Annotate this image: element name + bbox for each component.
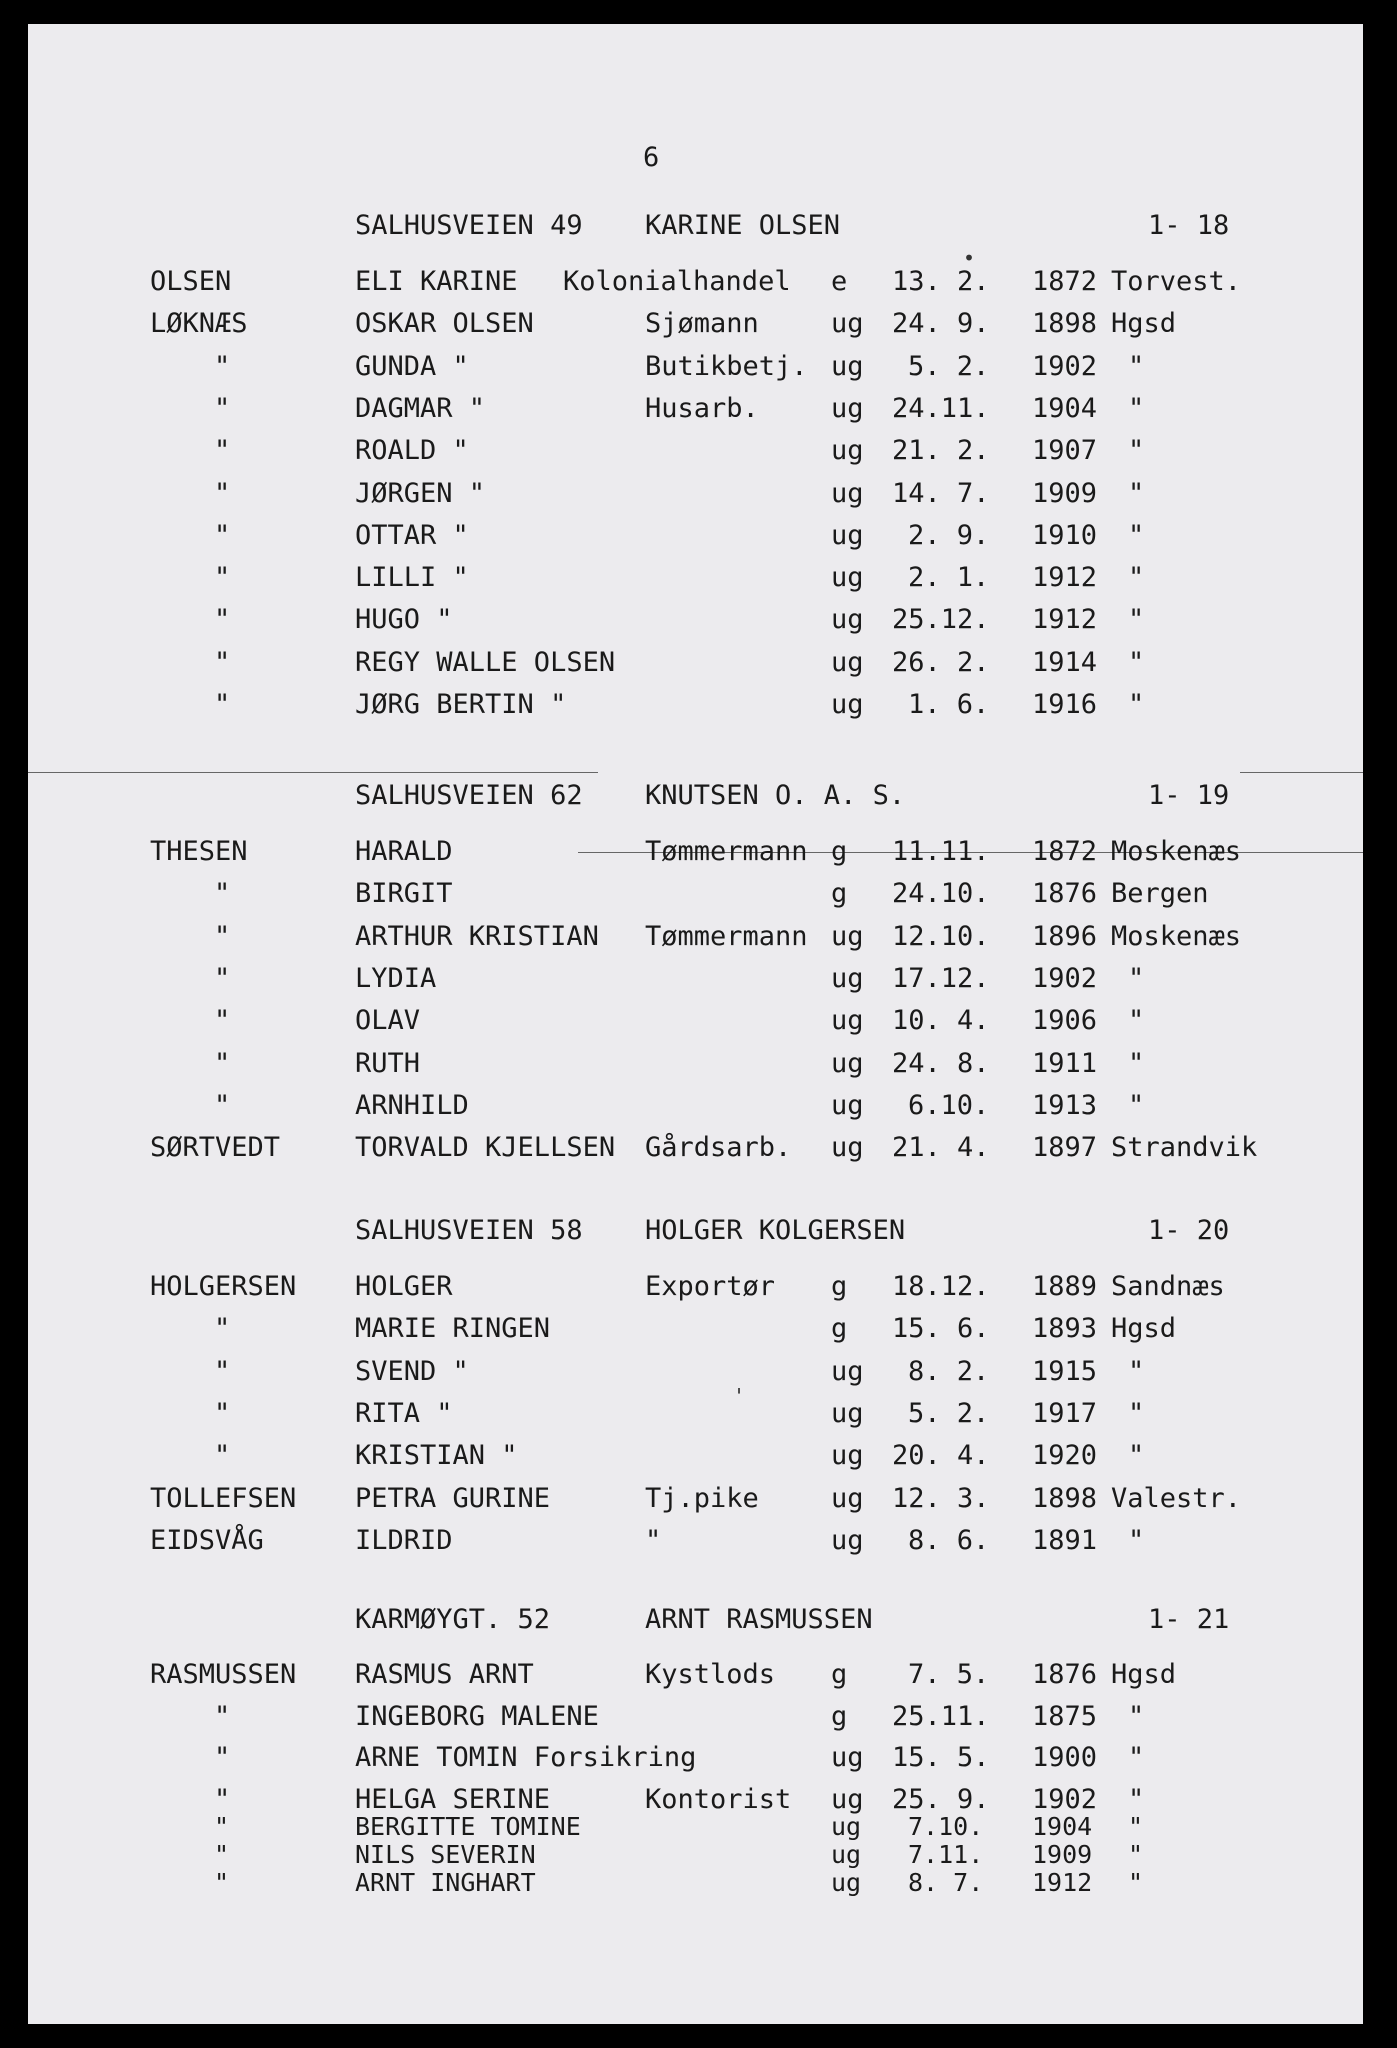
entry-birth-date: 25. 9. bbox=[892, 1784, 990, 1815]
entry-given-name: OSKAR OLSEN bbox=[355, 308, 534, 340]
entry-birth-year: 1909 bbox=[1032, 1840, 1093, 1869]
entry-marital-status: ug bbox=[831, 1047, 864, 1079]
entry-surname: " bbox=[214, 1397, 231, 1429]
entry-marital-status: ug bbox=[831, 1812, 862, 1841]
entry-birthplace: Sandnæs bbox=[1111, 1271, 1225, 1302]
entry-surname: " bbox=[214, 878, 231, 910]
entry-birth-date: 10. 4. bbox=[892, 1005, 990, 1037]
entry-marital-status: ug bbox=[831, 1089, 864, 1121]
entry-marital-status: ug bbox=[831, 962, 864, 994]
entry-surname: TOLLEFSEN bbox=[150, 1482, 297, 1514]
entry-given-name: ELI KARINE bbox=[355, 266, 518, 297]
entry-birth-date: 21. 4. bbox=[892, 1132, 990, 1164]
entry-marital-status: ug bbox=[831, 1784, 864, 1815]
entry-birth-date: 6.10. bbox=[908, 1089, 990, 1121]
entry-birth-year: 1872 bbox=[1032, 266, 1098, 297]
entry-birth-date: 7.10. bbox=[908, 1812, 984, 1841]
entry-birthplace: Hgsd bbox=[1111, 1313, 1177, 1345]
entry-birthplace: " bbox=[1128, 1355, 1145, 1387]
entry-birthplace: " bbox=[1128, 1524, 1145, 1556]
entry-birthplace: Moskenæs bbox=[1111, 920, 1242, 952]
entry-birthplace: " bbox=[1128, 1440, 1145, 1472]
entry-surname: HOLGERSEN bbox=[150, 1271, 297, 1302]
entry-surname: " bbox=[214, 1313, 231, 1345]
entry-given-name: HARALD bbox=[355, 836, 453, 867]
entry-given-name: OLAV bbox=[355, 1005, 421, 1037]
entry-birthplace: " bbox=[1128, 562, 1145, 594]
entry-birth-date: 7. 5. bbox=[908, 1659, 990, 1690]
entry-occupation: Kystlods bbox=[645, 1659, 776, 1690]
entry-marital-status: ug bbox=[831, 646, 864, 678]
entry-birthplace: " bbox=[1128, 1047, 1145, 1079]
section-code: 1- 19 bbox=[1148, 780, 1230, 811]
stray-mark: • bbox=[963, 246, 976, 270]
entry-marital-status: g bbox=[831, 1313, 848, 1345]
entry-birth-date: 7.11. bbox=[908, 1840, 984, 1869]
section-address: SALHUSVEIEN 58 bbox=[355, 1215, 583, 1246]
entry-marital-status: g bbox=[831, 1659, 848, 1690]
entry-birth-year: 1898 bbox=[1032, 1482, 1098, 1514]
entry-birth-date: 12.10. bbox=[892, 920, 990, 952]
entry-birth-date: 1. 6. bbox=[908, 689, 990, 720]
entry-given-name: KRISTIAN " bbox=[355, 1440, 518, 1472]
entry-given-name: RITA " bbox=[355, 1397, 453, 1429]
entry-given-name: GUNDA " bbox=[355, 350, 469, 382]
entry-surname: THESEN bbox=[150, 836, 248, 867]
entry-birth-date: 26. 2. bbox=[892, 646, 990, 678]
section-code: 1- 21 bbox=[1148, 1604, 1230, 1635]
section-address: SALHUSVEIEN 49 bbox=[355, 210, 583, 241]
entry-birth-date: 13. 2. bbox=[892, 266, 990, 297]
entry-marital-status: ug bbox=[831, 1355, 864, 1387]
entry-given-name: ARNHILD bbox=[355, 1089, 469, 1121]
entry-birthplace: " bbox=[1128, 477, 1145, 509]
entry-birthplace: " bbox=[1128, 1868, 1144, 1897]
entry-surname: OLSEN bbox=[150, 266, 232, 297]
entry-birth-date: 2. 1. bbox=[908, 562, 990, 594]
entry-birth-year: 1917 bbox=[1032, 1397, 1098, 1429]
entry-birth-date: 24.10. bbox=[892, 878, 990, 910]
entry-birth-year: 1910 bbox=[1032, 519, 1098, 551]
entry-marital-status: ug bbox=[831, 519, 864, 551]
entry-birth-year: 1897 bbox=[1032, 1132, 1098, 1164]
entry-given-name: BERGITTE TOMINE bbox=[355, 1812, 581, 1841]
entry-surname: " bbox=[214, 646, 231, 678]
entry-given-name: DAGMAR " bbox=[355, 392, 486, 424]
entry-surname: " bbox=[214, 962, 231, 994]
entry-given-name: TORVALD KJELLSEN bbox=[355, 1132, 616, 1164]
entry-birthplace: " bbox=[1128, 519, 1145, 551]
entry-marital-status: ug bbox=[831, 920, 864, 952]
entry-birth-year: 1906 bbox=[1032, 1005, 1098, 1037]
entry-birth-date: 11.11. bbox=[892, 836, 990, 867]
entry-birth-year: 1872 bbox=[1032, 836, 1098, 867]
entry-birthplace: " bbox=[1128, 1784, 1145, 1815]
entry-birth-year: 1914 bbox=[1032, 646, 1098, 678]
entry-occupation: Husarb. bbox=[645, 392, 759, 424]
entry-occupation: Butikbetj. bbox=[645, 350, 808, 382]
entry-birth-year: 1912 bbox=[1032, 604, 1098, 636]
entry-marital-status: ug bbox=[831, 392, 864, 424]
entry-given-name: PETRA GURINE bbox=[355, 1482, 551, 1514]
entry-surname: " bbox=[214, 562, 231, 594]
entry-marital-status: g bbox=[831, 878, 848, 910]
section-code: 1- 20 bbox=[1148, 1215, 1230, 1246]
entry-birth-year: 1893 bbox=[1032, 1313, 1098, 1345]
entry-marital-status: ug bbox=[831, 477, 864, 509]
entry-given-name: OTTAR " bbox=[355, 519, 469, 551]
entry-birth-date: 8. 6. bbox=[908, 1524, 990, 1556]
entry-birth-year: 1913 bbox=[1032, 1089, 1098, 1121]
entry-birthplace: " bbox=[1128, 604, 1145, 636]
entry-birthplace: Strandvik bbox=[1111, 1132, 1258, 1164]
entry-marital-status: ug bbox=[831, 1482, 864, 1514]
section-household-head: KNUTSEN O. A. S. bbox=[645, 780, 906, 811]
entry-surname: " bbox=[214, 1840, 230, 1869]
entry-birth-date: 17.12. bbox=[892, 962, 990, 994]
entry-given-name: INGEBORG MALENE bbox=[355, 1701, 599, 1732]
entry-birth-date: 2. 9. bbox=[908, 519, 990, 551]
entry-given-name: LYDIA bbox=[355, 962, 437, 994]
entry-given-name: LILLI " bbox=[355, 562, 469, 594]
entry-birth-year: 1902 bbox=[1032, 1784, 1098, 1815]
entry-marital-status: g bbox=[831, 1271, 848, 1302]
entry-birthplace: " bbox=[1128, 962, 1145, 994]
entry-birth-year: 1896 bbox=[1032, 920, 1098, 952]
entry-marital-status: ug bbox=[831, 1440, 864, 1472]
entry-birth-year: 1916 bbox=[1032, 689, 1098, 720]
entry-birth-date: 25.12. bbox=[892, 604, 990, 636]
entry-given-name: RASMUS ARNT bbox=[355, 1659, 534, 1690]
entry-birth-year: 1902 bbox=[1032, 350, 1098, 382]
entry-marital-status: ug bbox=[831, 435, 864, 467]
entry-surname: " bbox=[214, 689, 231, 720]
entry-surname: " bbox=[214, 920, 231, 952]
entry-given-name: ARNE TOMIN Forsikring bbox=[355, 1742, 697, 1773]
entry-birth-date: 15. 6. bbox=[892, 1313, 990, 1345]
entry-occupation: Tømmermann bbox=[645, 836, 808, 867]
entry-birthplace: " bbox=[1128, 1812, 1144, 1841]
entry-occupation: Sjømann bbox=[645, 308, 759, 340]
entry-birth-date: 8. 2. bbox=[908, 1355, 990, 1387]
entry-surname: RASMUSSEN bbox=[150, 1659, 297, 1690]
section-address: SALHUSVEIEN 62 bbox=[355, 780, 583, 811]
entry-given-name: HOLGER bbox=[355, 1271, 453, 1302]
entry-surname: " bbox=[214, 435, 231, 467]
entry-given-name: ROALD " bbox=[355, 435, 469, 467]
entry-birthplace: " bbox=[1128, 1701, 1145, 1732]
entry-birthplace: " bbox=[1128, 646, 1145, 678]
entry-marital-status: ug bbox=[831, 689, 864, 720]
entry-birth-year: 1875 bbox=[1032, 1701, 1098, 1732]
entry-birth-year: 1889 bbox=[1032, 1271, 1098, 1302]
entry-surname: " bbox=[214, 1005, 231, 1037]
entry-birthplace: " bbox=[1128, 1742, 1145, 1773]
entry-birthplace: " bbox=[1128, 1397, 1145, 1429]
entry-birth-year: 1904 bbox=[1032, 392, 1098, 424]
entry-marital-status: ug bbox=[831, 1840, 862, 1869]
entry-given-name: MARIE RINGEN bbox=[355, 1313, 551, 1345]
entry-birth-date: 25.11. bbox=[892, 1701, 990, 1732]
entry-birth-date: 18.12. bbox=[892, 1271, 990, 1302]
section-household-head: KARINE OLSEN bbox=[645, 210, 841, 241]
entry-birthplace: Moskenæs bbox=[1111, 836, 1242, 867]
entry-birthplace: Hgsd bbox=[1111, 1659, 1177, 1690]
entry-birth-date: 15. 5. bbox=[892, 1742, 990, 1773]
entry-surname: " bbox=[214, 1047, 231, 1079]
entry-surname: " bbox=[214, 350, 231, 382]
entry-birth-year: 1912 bbox=[1032, 1868, 1093, 1897]
entry-marital-status: g bbox=[831, 836, 848, 867]
entry-given-name: BIRGIT bbox=[355, 878, 453, 910]
entry-birthplace: Hgsd bbox=[1111, 308, 1177, 340]
entry-surname: " bbox=[214, 604, 231, 636]
entry-given-name: HELGA SERINE bbox=[355, 1784, 551, 1815]
faint-rule bbox=[28, 772, 598, 773]
entry-given-name: JØRGEN " bbox=[355, 477, 486, 509]
entry-marital-status: ug bbox=[831, 350, 864, 382]
entry-surname: " bbox=[214, 1784, 231, 1815]
entry-birth-year: 1904 bbox=[1032, 1812, 1093, 1841]
entry-marital-status: ug bbox=[831, 308, 864, 340]
entry-surname: " bbox=[214, 477, 231, 509]
entry-birth-date: 8. 7. bbox=[908, 1868, 984, 1897]
entry-surname: " bbox=[214, 392, 231, 424]
entry-birth-date: 5. 2. bbox=[908, 350, 990, 382]
entry-birth-date: 24.11. bbox=[892, 392, 990, 424]
entry-given-name: RUTH bbox=[355, 1047, 421, 1079]
entry-occupation: Kontorist bbox=[645, 1784, 792, 1815]
entry-given-name: NILS SEVERIN bbox=[355, 1840, 536, 1869]
entry-marital-status: e bbox=[831, 266, 848, 297]
entry-occupation: Gårdsarb. bbox=[645, 1132, 792, 1164]
entry-birth-date: 14. 7. bbox=[892, 477, 990, 509]
entry-birthplace: " bbox=[1128, 1840, 1144, 1869]
entry-marital-status: g bbox=[831, 1701, 848, 1732]
entry-marital-status: ug bbox=[831, 1132, 864, 1164]
entry-surname: " bbox=[214, 1868, 230, 1897]
entry-marital-status: ug bbox=[831, 1005, 864, 1037]
entry-given-name: ARTHUR KRISTIAN bbox=[355, 920, 599, 952]
entry-surname: " bbox=[214, 1440, 231, 1472]
entry-surname: LØKNÆS bbox=[150, 308, 248, 340]
entry-marital-status: ug bbox=[831, 1868, 862, 1897]
entry-birthplace: " bbox=[1128, 350, 1145, 382]
entry-occupation: Kolonialhandel bbox=[563, 266, 791, 297]
entry-birth-date: 24. 8. bbox=[892, 1047, 990, 1079]
entry-birthplace: " bbox=[1128, 689, 1145, 720]
entry-birth-year: 1909 bbox=[1032, 477, 1098, 509]
entry-birth-year: 1911 bbox=[1032, 1047, 1098, 1079]
entry-given-name: JØRG BERTIN " bbox=[355, 689, 567, 720]
entry-occupation: " bbox=[645, 1524, 662, 1556]
section-household-head: ARNT RASMUSSEN bbox=[645, 1604, 873, 1635]
entry-birthplace: " bbox=[1128, 1089, 1145, 1121]
entry-marital-status: ug bbox=[831, 1742, 864, 1773]
entry-birth-year: 1915 bbox=[1032, 1355, 1098, 1387]
entry-given-name: ARNT INGHART bbox=[355, 1868, 536, 1897]
page-number: 6 bbox=[643, 142, 660, 173]
entry-birth-year: 1876 bbox=[1032, 1659, 1098, 1690]
entry-birth-date: 24. 9. bbox=[892, 308, 990, 340]
entry-given-name: HUGO " bbox=[355, 604, 453, 636]
entry-birth-date: 21. 2. bbox=[892, 435, 990, 467]
entry-occupation: Exportør bbox=[645, 1271, 776, 1302]
entry-surname: " bbox=[214, 1742, 231, 1773]
entry-birthplace: " bbox=[1128, 435, 1145, 467]
entry-surname: EIDSVÅG bbox=[150, 1524, 264, 1556]
entry-birthplace: Bergen bbox=[1111, 878, 1209, 910]
entry-given-name: ILDRID bbox=[355, 1524, 453, 1556]
entry-birth-year: 1898 bbox=[1032, 308, 1098, 340]
entry-marital-status: ug bbox=[831, 604, 864, 636]
entry-birth-year: 1876 bbox=[1032, 878, 1098, 910]
entry-surname: SØRTVEDT bbox=[150, 1132, 281, 1164]
entry-marital-status: ug bbox=[831, 1524, 864, 1556]
entry-birthplace: " bbox=[1128, 392, 1145, 424]
entry-given-name: SVEND " bbox=[355, 1355, 469, 1387]
entry-birth-year: 1900 bbox=[1032, 1742, 1098, 1773]
section-code: 1- 18 bbox=[1148, 210, 1230, 241]
entry-birth-date: 20. 4. bbox=[892, 1440, 990, 1472]
entry-birth-year: 1912 bbox=[1032, 562, 1098, 594]
entry-surname: " bbox=[214, 519, 231, 551]
entry-marital-status: ug bbox=[831, 1397, 864, 1429]
entry-surname: " bbox=[214, 1355, 231, 1387]
entry-surname: " bbox=[214, 1089, 231, 1121]
entry-surname: " bbox=[214, 1812, 230, 1841]
stray-mark: ' bbox=[733, 1384, 746, 1408]
entry-birth-year: 1907 bbox=[1032, 435, 1098, 467]
entry-surname: " bbox=[214, 1701, 231, 1732]
entry-birthplace: " bbox=[1128, 1005, 1145, 1037]
faint-rule bbox=[1240, 772, 1363, 773]
entry-birth-date: 12. 3. bbox=[892, 1482, 990, 1514]
census-page bbox=[28, 24, 1363, 2024]
section-address: KARMØYGT. 52 bbox=[355, 1604, 551, 1635]
entry-birthplace: Valestr. bbox=[1111, 1482, 1242, 1514]
entry-birth-year: 1902 bbox=[1032, 962, 1098, 994]
entry-occupation: Tømmermann bbox=[645, 920, 808, 952]
entry-occupation: Tj.pike bbox=[645, 1482, 759, 1514]
section-household-head: HOLGER KOLGERSEN bbox=[645, 1215, 906, 1246]
entry-birthplace: Torvest. bbox=[1111, 266, 1242, 297]
entry-birth-year: 1891 bbox=[1032, 1524, 1098, 1556]
entry-marital-status: ug bbox=[831, 562, 864, 594]
entry-birth-year: 1920 bbox=[1032, 1440, 1098, 1472]
entry-birth-date: 5. 2. bbox=[908, 1397, 990, 1429]
entry-given-name: REGY WALLE OLSEN bbox=[355, 646, 616, 678]
